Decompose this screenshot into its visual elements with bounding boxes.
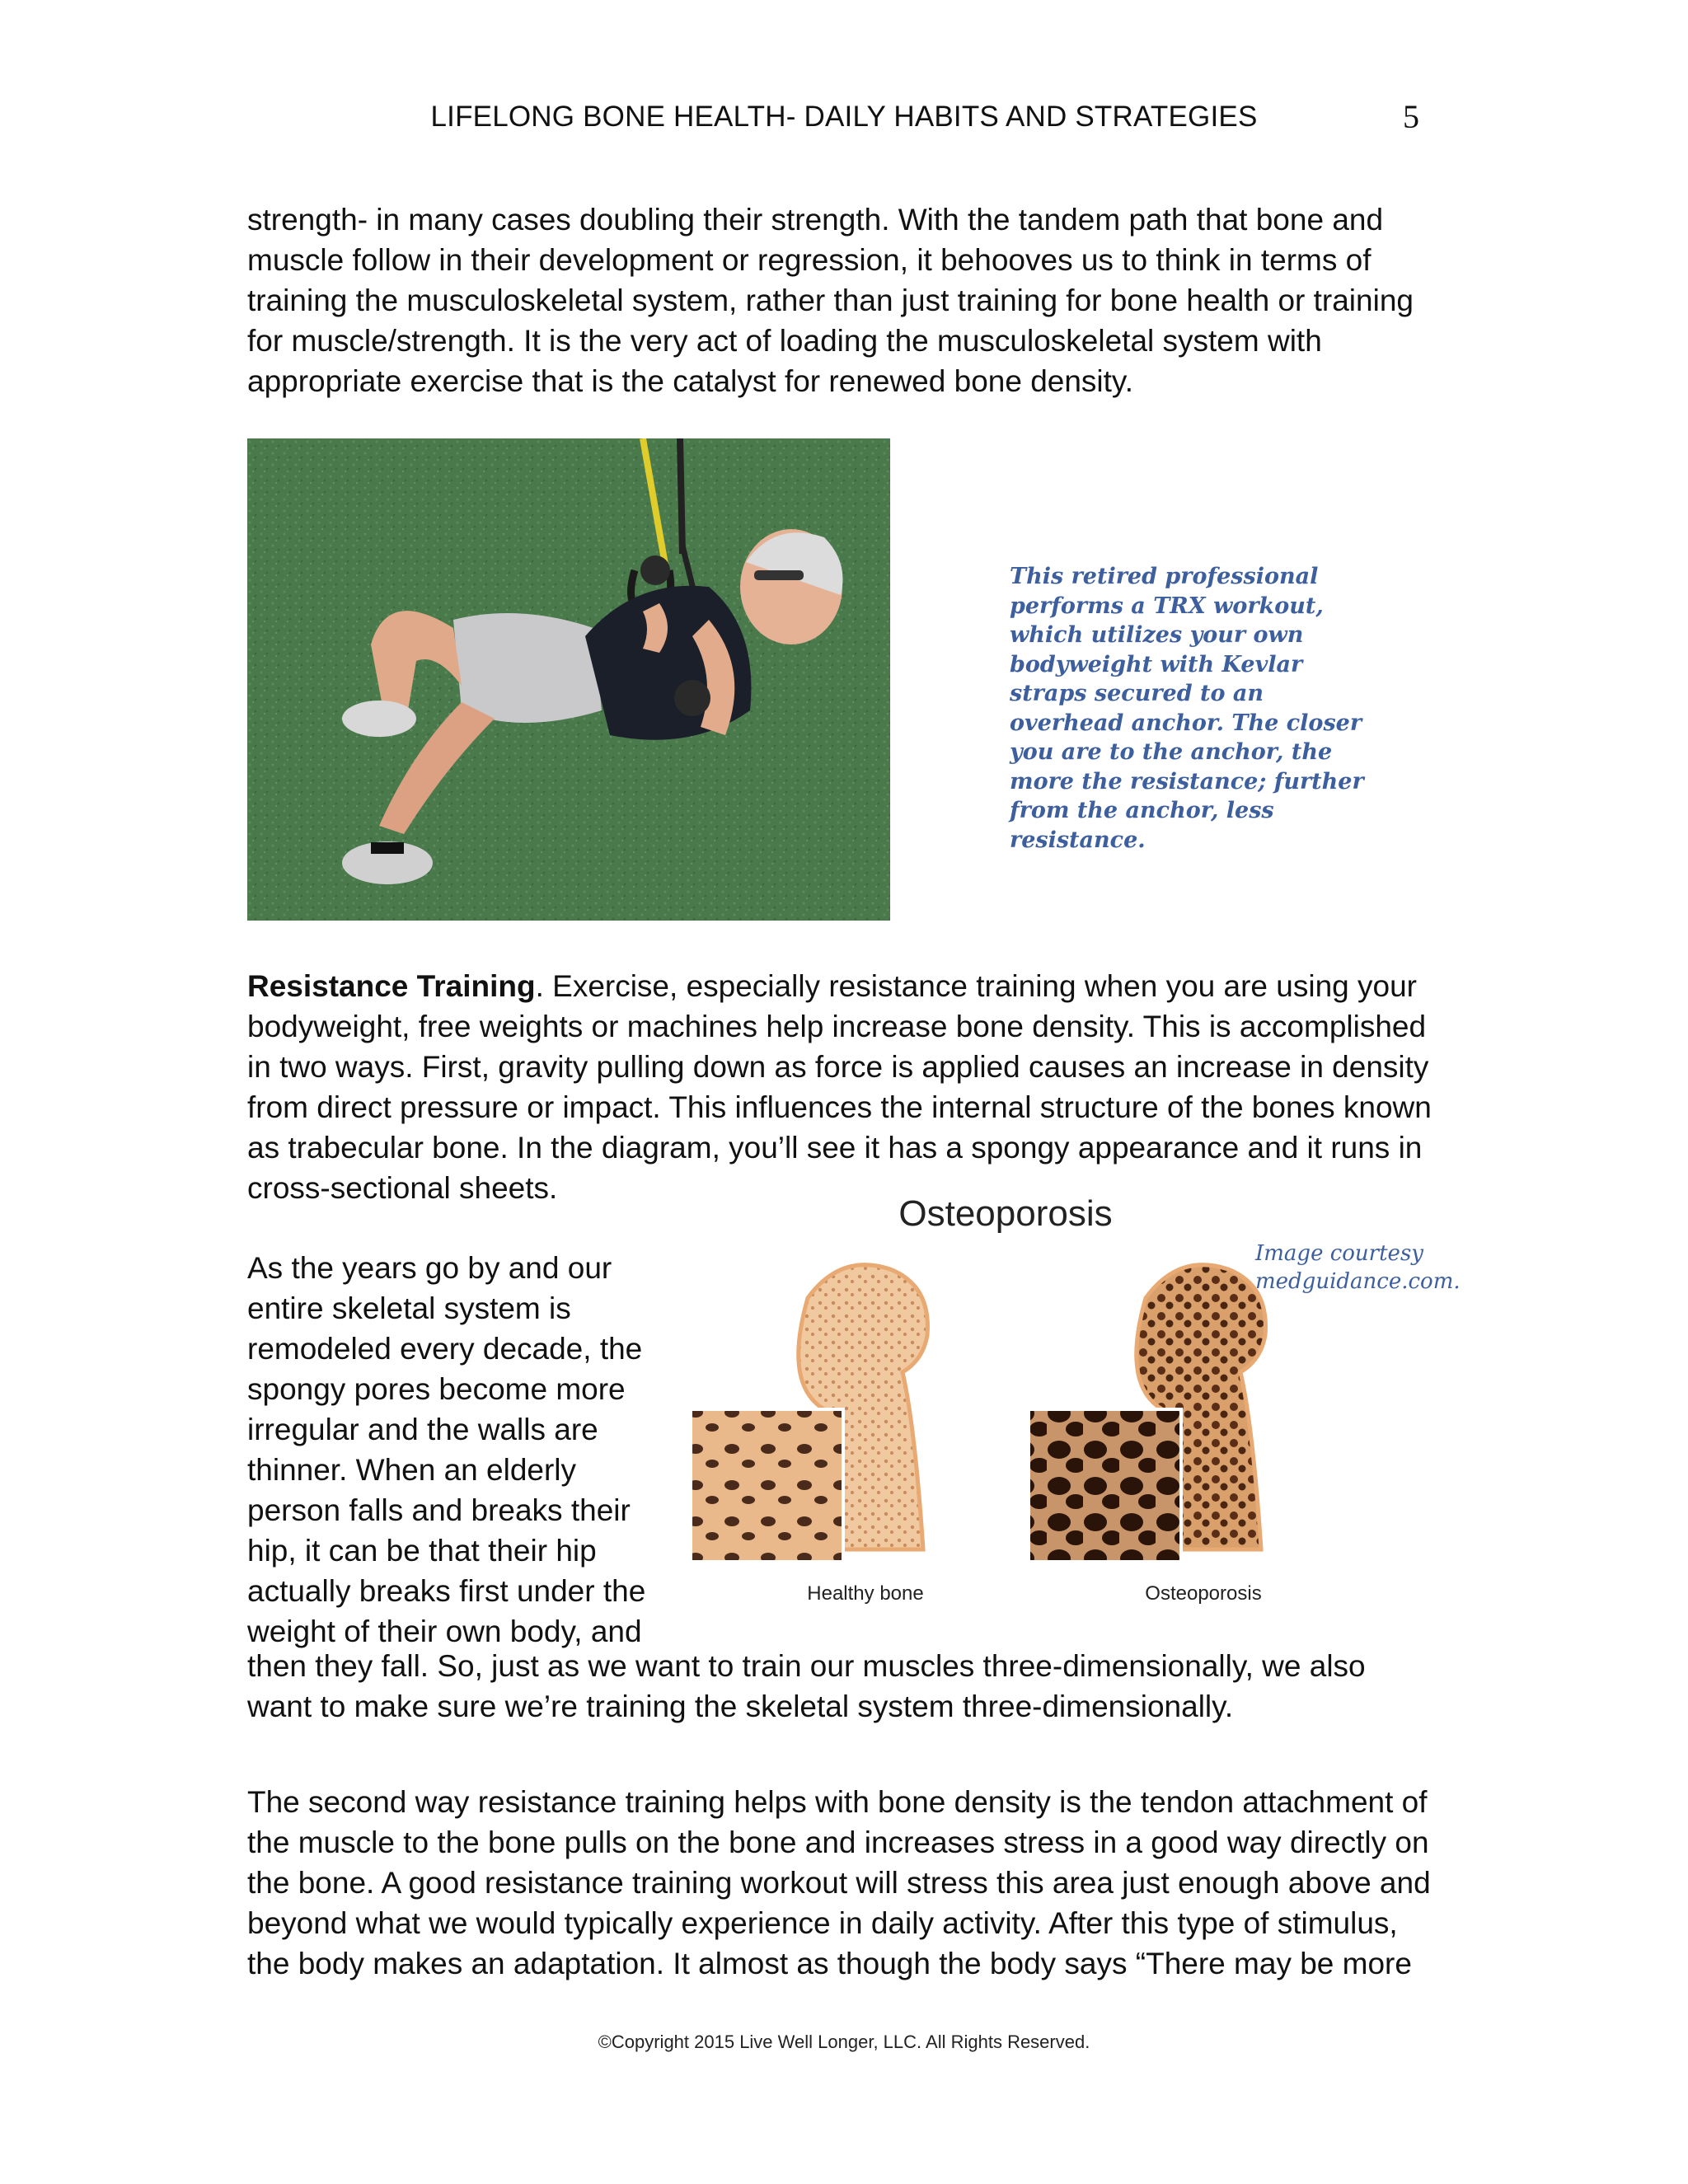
copyright-footer: ©Copyright 2015 Live Well Longer, LLC. All Rights Reserved. [598,2032,1090,2052]
paragraph-strength: strength- in many cases doubling their strength. With the tandem path that bone and muscle follow in their development or regression, it behooves us to think in terms of training the musculoskeletal system, rather than just training for bone health or training for muscle/strength. It is the very act of loading the musculoskeletal system with appropriate exercise that is the catalyst for renewed bone density. [247,203,1414,398]
trx-workout-photo [247,438,890,921]
paragraph-three-dimensional: then they fall. So, just as we want to train our muscles three-dimensionally, we also want to make sure we’re training the skeletal system three-dimensionally. [247,1649,1366,1723]
resistance-training-heading: Resistance Training [247,969,536,1003]
paragraph-tendon-attachment: The second way resistance training helps with bone density is the tendon attachment of the muscle to the bone pulls on the bone and increases stress in a good way directly on the bone. A good resistance training workout will stress this area just enough above and beyond what we would typically experience in daily activity. After this type of stimulus, the body makes an adaptation. It almost as though the body says “There may be more [247,1785,1431,1980]
paragraph-resistance-training [247,966,1434,1208]
page-number: 5 [1403,98,1419,135]
image-credit: Image courtesy medguidance.com. [1255,1241,1461,1294]
diagram-title: Osteoporosis [898,1193,1113,1234]
healthy-bone-label: Healthy bone [807,1582,924,1605]
resistance-training-text: . Exercise, especially resistance training when you are using your bodyweight, free weights or machines help increase bone density. This is accomplished in two ways. First, gravity pulling down as force is applied causes an increase in density from direct pressure or impact. This influences the internal structure of the bones known as trabecular bone. In the diagram, you’ll see it has a spongy appearance and it runs in cross-sectional sheets. [247,969,1432,1205]
running-header: LIFELONG BONE HEALTH- DAILY HABITS AND STRATEGIES [430,101,1258,133]
osteoporosis-label: Osteoporosis [1145,1582,1262,1605]
photo-caption: This retired professional performs a TRX workout, which utilizes your own bodyweight with Kevlar straps secured to an overhead anchor. The closer you are to the anchor, the more the resistance; further from the anchor, less resistance. [1010,564,1364,853]
osteoporosis-diagram [684,1187,1327,1615]
paragraph-remodeling: As the years go by and our entire skeletal system is remodeled every decade, the spongy pores become more irregular and the walls are thinner. When an elderly person falls and breaks their hip, it can be that their hip actually breaks first under the weight of their own body, and [247,1251,646,1648]
